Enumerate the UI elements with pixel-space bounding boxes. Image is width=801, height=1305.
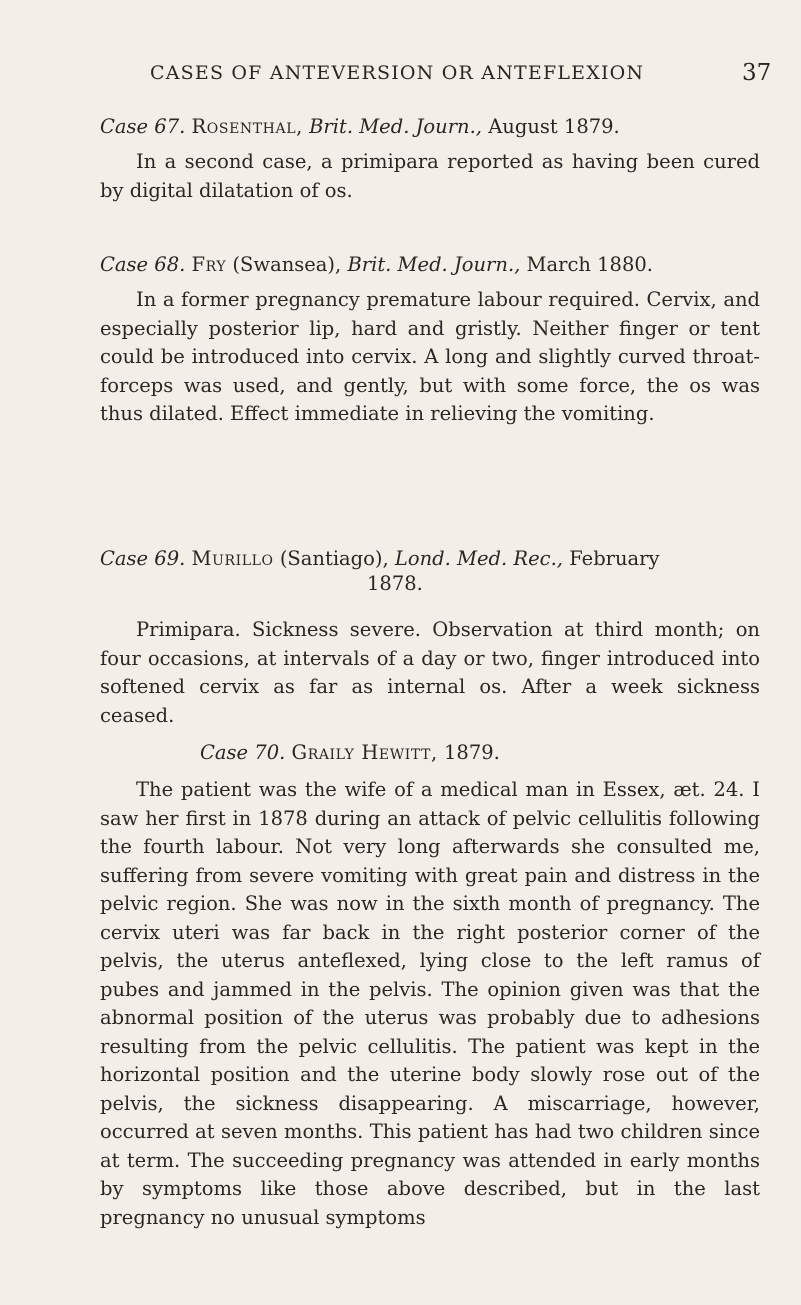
running-head: [0, 62, 801, 92]
case-label: Case 70.: [200, 741, 286, 764]
page-number: 37: [742, 60, 772, 86]
case-location: (Santiago),: [279, 547, 389, 570]
case-heading: [100, 250, 653, 279]
case-date: August 1879.: [488, 115, 620, 138]
case-heading: [100, 112, 620, 141]
case-date: 1879.: [444, 741, 500, 764]
case-body: The patient was the wife of a medical man in Essex, æt. 24. I saw her first in 1878 during an attack of pelvic cellulitis following the fourth labour. Not very long afterwards she consulted me, suffering from severe vomiting with great pain and distress in the pelvic region. She was now in the sixth month of pregnancy. The cervix uteri was far back in the right posterior corner of the pelvis, the uterus anteflexed, lying close to the left ramus of pubes and jammed in the pelvis. The opinion given was that the abnormal position of the uterus was probably due to adhesions resulting from the pelvic cellulitis. The patient was kept in the horizontal position and the uterine body slowly rose out of the pelvis, the sickness disappearing. A miscarriage, however, occurred at seven months. This patient has had two children since at term. The succeeding pregnancy was attended in early months by symptoms like those above described, but in the last pregnancy no unusual symptoms: [100, 778, 760, 1229]
case-journal: Brit. Med. Journ.,: [347, 253, 521, 276]
case-journal: Lond. Med. Rec.,: [394, 547, 563, 570]
case-label: Case 68.: [100, 253, 186, 276]
case-journal: Brit. Med. Journ.,: [309, 115, 482, 138]
case-date: February: [569, 547, 660, 570]
case-body: In a former pregnancy premature labour required. Cervix, and especially posterior lip, hard and gristly. Neither finger or tent could be introduced into cervix. A long and slightly curved throat-forceps was used, and gently, but with some force, the os was thus dilated. Effect immediate in relieving the vomiting.: [100, 288, 760, 425]
case-body: Primipara. Sickness severe. Observation at third month; on four occasions, at intervals of a day or two, finger introduced into softened cervix as far as internal os. After a week sickness ceased.: [100, 618, 760, 727]
case-author: Rosenthal,: [191, 115, 303, 138]
running-title: CASES OF ANTEVERSION OR ANTEFLEXION: [150, 62, 645, 84]
case-heading: [200, 738, 500, 767]
case-author: Fry: [191, 253, 227, 276]
case-label: Case 69.: [100, 547, 186, 570]
case-date-continued: 1878.: [367, 572, 423, 595]
case-heading: [100, 544, 660, 573]
case-location: (Swansea),: [232, 253, 342, 276]
case-author: Murillo: [191, 547, 274, 570]
case-body: In a second case, a primipara reported as having been cured by digital dilatation of os.: [100, 150, 760, 202]
case-label: Case 67.: [100, 115, 186, 138]
case-author: Graily Hewitt,: [291, 741, 438, 764]
case-date: March 1880.: [526, 253, 653, 276]
